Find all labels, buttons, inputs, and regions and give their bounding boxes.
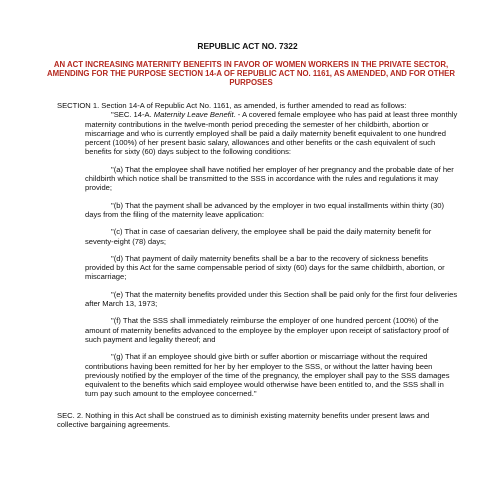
section-14a-prefix: "SEC. 14-A. (111, 110, 154, 120)
section-2: SEC. 2. Nothing in this Act shall be construed as to diminish existing maternity benefits under present laws and collective bargaining agreements. (57, 410, 430, 430)
condition-g: "(g) That if an employee should give birth or suffer abortion or miscarriage without the required contributions having been remitted for her by her employer to the SSS, or without the latter having been previously notified by the employer of the time of the pregnancy, the employer shall pay to the SSS damages equivalent to the benefits which said employee would otherwise have been entitled to, and the SSS shall in turn pay such amount to the employee concerned." (85, 352, 450, 399)
condition-e: "(e) That the maternity benefits provided under this Section shall be paid only for the first four deliveries after March 13, 1973; (85, 289, 458, 309)
section-14a-heading: Maternity Leave Benefit (153, 110, 234, 120)
condition-f: "(f) That the SSS shall immediately reimburse the employer of one hundred percent (100%) of the amount of maternity benefits advanced to the employee by the employer upon receipt of satisfactory proof of such payment and legality thereof; and (85, 316, 449, 344)
document-title: REPUBLIC ACT NO. 7322 (197, 41, 298, 51)
section-14a-body: . - A covered female employee who has paid at least three monthly maternity contributions in the twelve-month period preceding the semester of her childbirth, abortion or miscarriage and who is currently employed shall be paid a daily maternity benefit equivalent to one hundred percent (100%) of her present basic salary, allowances and other benefits or the cash equivalent of such benefits for sixty (60) days subject to the following conditions: (85, 110, 458, 157)
condition-a: "(a) That the employee shall have notified her employer of her pregnancy and the probable date of her childbirth which notice shall be transmitted to the SSS in accordance with the rules and regulations it may provide; (85, 164, 454, 193)
condition-d: "(d) That payment of daily maternity benefits shall be a bar to the recovery of sickness benefits provided by this Act for the same compensable period of sixty (60) days for the same childbirth, abortion, or miscarriage; (85, 253, 445, 282)
condition-b: "(b) That the payment shall be advanced by the employer in two equal installments within thirty (30) days from the filing of the maternity leave application: (85, 200, 445, 219)
section-14a-intro (85, 110, 459, 156)
document-body (57, 101, 459, 437)
section-14a-quote (85, 110, 459, 398)
section-1-lead: SECTION 1. Section 14-A of Republic Act No. 1161, as amended, is further amended to read as follows: (57, 101, 407, 110)
condition-c: "(c) That in case of caesarian delivery, the employee shall be paid the daily maternity benefit for seventy-eight (78) days; (85, 227, 432, 246)
document-subtitle: AN ACT INCREASING MATERNITY BENEFITS IN FAVOR OF WOMEN WORKERS IN THE PRIVATE SECTOR, AMENDING FOR THE PURPOSE SECTION 14-A OF REPUBLIC ACT NO. 1161, AS AMENDED, AND FOR OTHER PURPOSES (47, 60, 455, 88)
